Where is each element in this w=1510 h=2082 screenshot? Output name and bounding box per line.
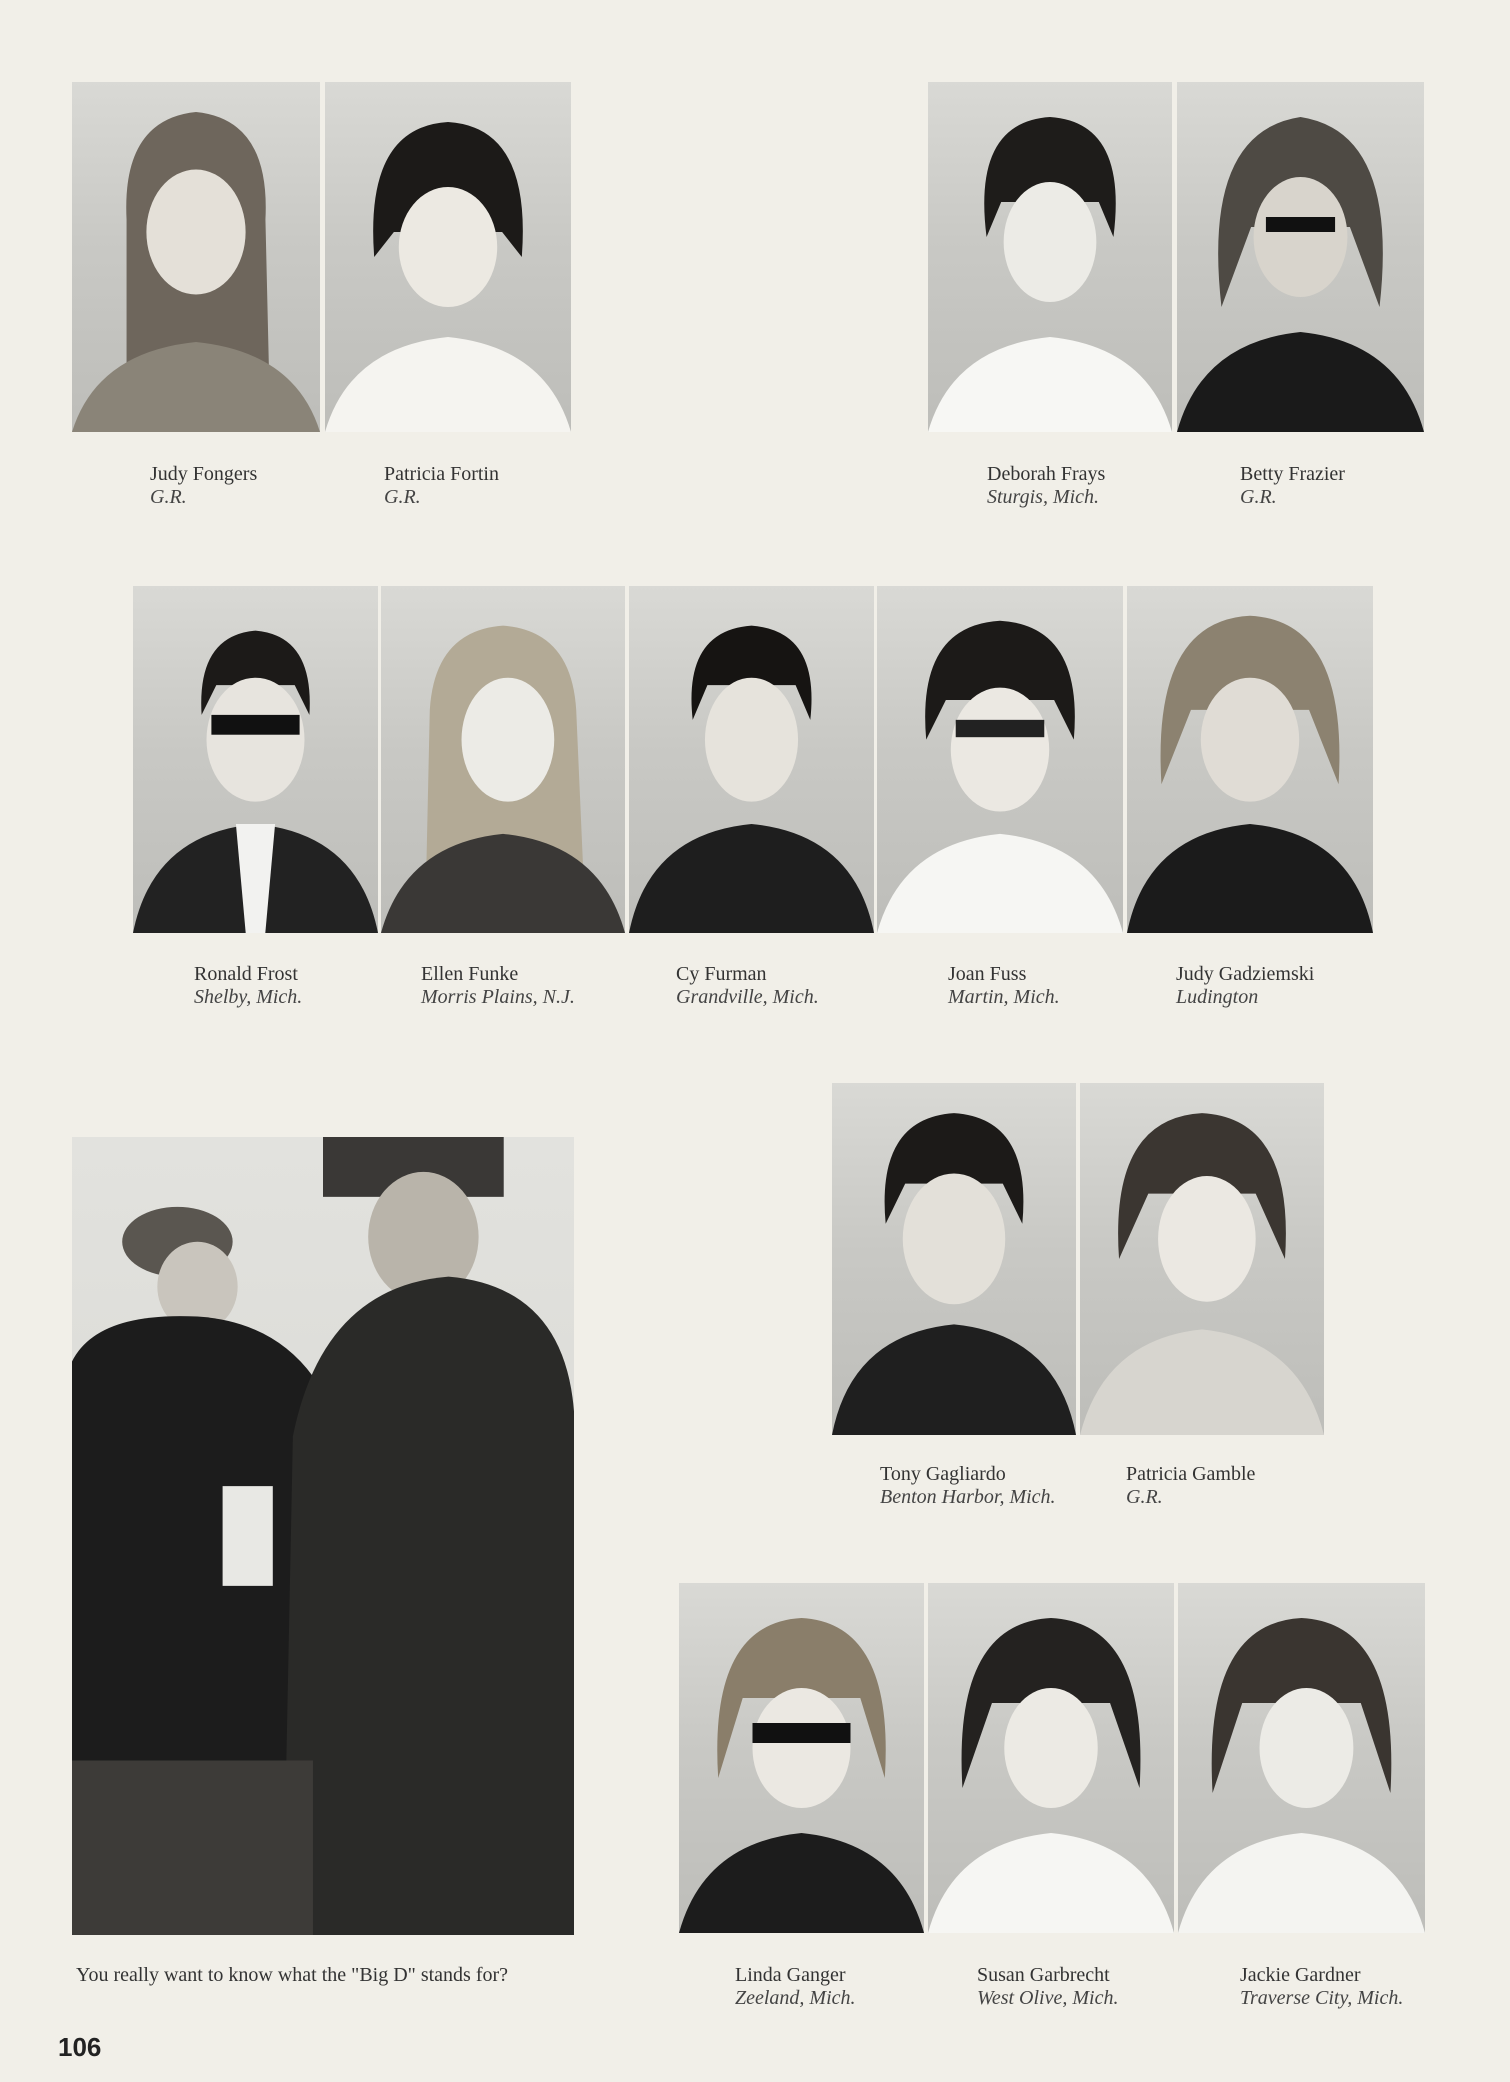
portrait-caption (421, 963, 575, 1009)
student-hometown: G.R. (1126, 1486, 1163, 1508)
student-hometown: Zeeland, Mich. (735, 1987, 856, 2009)
portrait-caption (194, 963, 302, 1009)
portrait-photo (928, 1583, 1174, 1933)
candid-photo (72, 1137, 574, 1935)
student-hometown: G.R. (150, 486, 187, 508)
portrait-caption (948, 963, 1060, 1009)
student-hometown: Traverse City, Mich. (1240, 1987, 1404, 2009)
student-hometown: Shelby, Mich. (194, 986, 303, 1008)
candid-photo-caption: You really want to know what the "Big D" stands for? (76, 1964, 509, 1986)
student-name: Ronald Frost (194, 963, 298, 985)
portrait-photo (679, 1583, 924, 1933)
student-hometown: West Olive, Mich. (977, 1987, 1119, 2009)
student-name: Joan Fuss (948, 963, 1027, 985)
portrait-photo (72, 82, 320, 432)
portrait-photo (1178, 1583, 1425, 1933)
portrait-photo (928, 82, 1172, 432)
portrait-photo (1127, 586, 1373, 933)
portrait-caption (1176, 963, 1314, 1009)
student-name: Deborah Frays (987, 463, 1106, 485)
portrait-photo (877, 586, 1123, 933)
student-name: Ellen Funke (421, 963, 519, 985)
student-name: Judy Fongers (150, 463, 258, 485)
page-number: 106 (58, 2032, 102, 2062)
student-name: Patricia Fortin (384, 463, 499, 485)
portrait-caption (1240, 463, 1345, 509)
student-hometown: G.R. (1240, 486, 1277, 508)
student-name: Tony Gagliardo (880, 1463, 1006, 1485)
student-name: Susan Garbrecht (977, 1964, 1110, 1986)
student-name: Betty Frazier (1240, 463, 1345, 485)
portrait-caption (676, 963, 819, 1009)
student-name: Judy Gadziemski (1176, 963, 1315, 985)
student-name: Jackie Gardner (1240, 1964, 1361, 1986)
portrait-caption (735, 1964, 856, 2010)
portrait-photo (629, 586, 874, 933)
student-hometown: Martin, Mich. (948, 986, 1060, 1008)
portrait-photo (133, 586, 378, 933)
portrait-caption (977, 1964, 1118, 2010)
portrait-photo (325, 82, 571, 432)
portrait-photo (1177, 82, 1424, 432)
portrait-photo (1080, 1083, 1324, 1435)
portrait-caption (1126, 1463, 1255, 1509)
portrait-caption (384, 463, 499, 509)
student-hometown: Sturgis, Mich. (987, 486, 1100, 508)
student-name: Patricia Gamble (1126, 1463, 1256, 1485)
student-hometown: Ludington (1176, 986, 1259, 1008)
portrait-caption (987, 463, 1105, 509)
student-name: Cy Furman (676, 963, 767, 985)
student-hometown: Grandville, Mich. (676, 986, 819, 1008)
student-hometown: Morris Plains, N.J. (421, 986, 575, 1008)
student-name: Linda Ganger (735, 1964, 846, 1986)
portrait-caption (880, 1463, 1056, 1509)
portrait-caption (1240, 1964, 1403, 2010)
portrait-caption (150, 463, 257, 509)
portrait-photo (832, 1083, 1076, 1435)
student-hometown: Benton Harbor, Mich. (880, 1486, 1056, 1508)
student-hometown: G.R. (384, 486, 421, 508)
portrait-photo (381, 586, 625, 933)
